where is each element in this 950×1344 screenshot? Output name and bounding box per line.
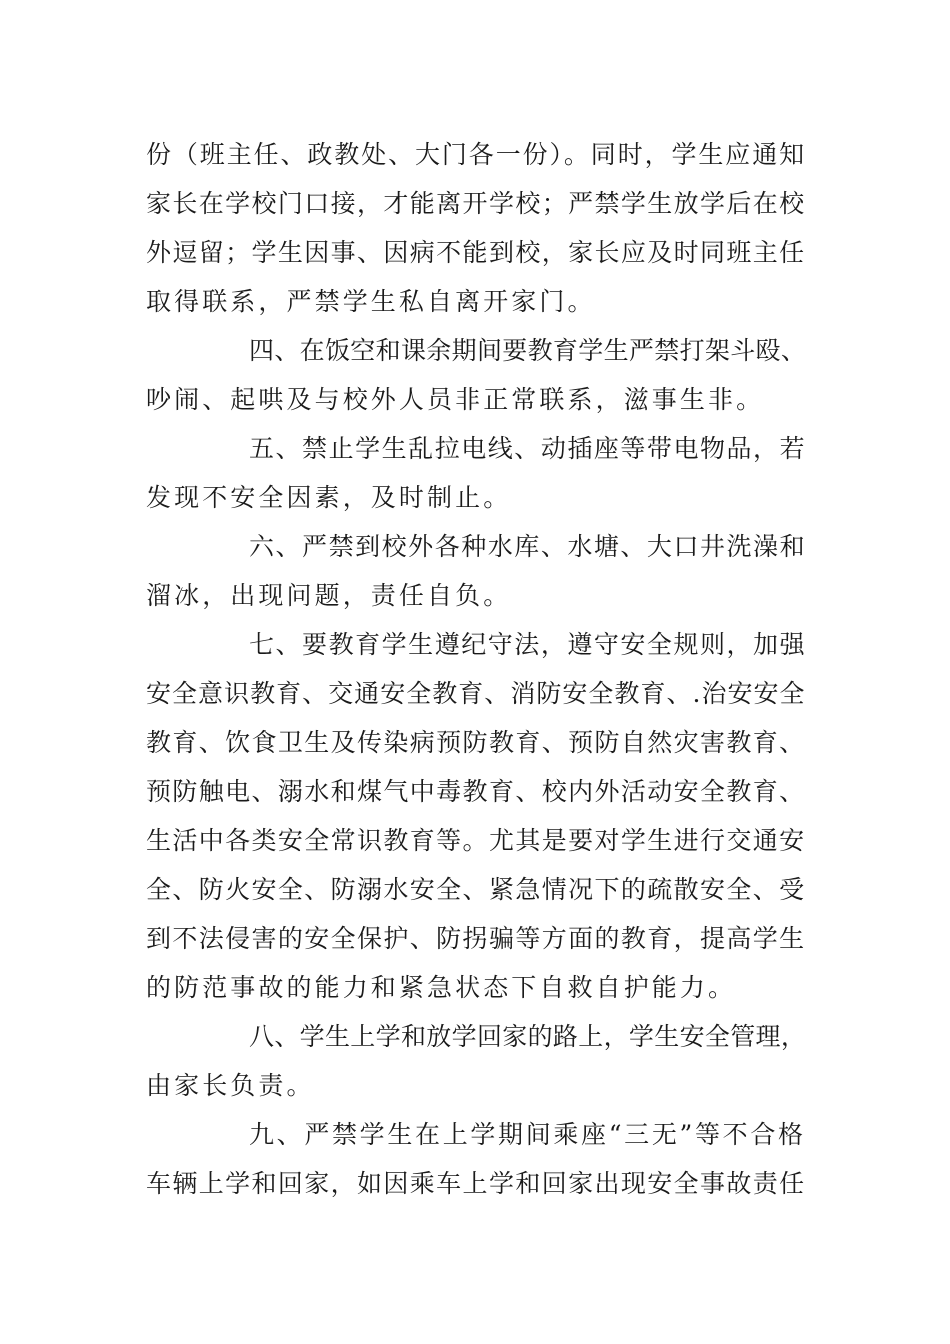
text-line: 吵闹、起哄及与校外人员非正常联系，滋事生非。 [146, 385, 765, 414]
text-line: 家长在学校门口接，才能离开学校；严禁学生放学后在校 [146, 189, 806, 218]
text-line: 到不法侵害的安全保护、防拐骗等方面的教育，提高学生 [146, 924, 806, 953]
text-line: 发现不安全因素，及时制止。 [146, 483, 512, 512]
text-line: 教育、饮食卫生及传染病预防教育、预防自然灾害教育、 [146, 728, 806, 757]
text-line: 外逗留；学生因事、因病不能到校，家长应及时同班主任 [146, 238, 806, 267]
paragraph-first-line: 八、学生上学和放学回家的路上，学生安全管理， [249, 1022, 807, 1051]
paragraph-first-line: 五、禁止学生乱拉电线、动插座等带电物品，若 [249, 434, 807, 463]
body-text [146, 130, 806, 1208]
text-line: 由家长负责。 [146, 1071, 315, 1100]
paragraph-first-line: 九、严禁学生在上学期间乘座“三无”等不合格 [249, 1120, 806, 1149]
text-line: 预防触电、溺水和煤气中毒教育、校内外活动安全教育、 [146, 777, 806, 806]
text-line: 溜冰，出现问题，责任自负。 [146, 581, 512, 610]
text-line: 生活中各类安全常识教育等。尤其是要对学生进行交通安 [146, 826, 806, 855]
text-line: 安全意识教育、交通安全教育、消防安全教育、.治安安全 [146, 679, 806, 708]
text-line: 车辆上学和回家，如因乘车上学和回家出现安全事故责任 [146, 1169, 806, 1198]
paragraph-first-line: 七、要教育学生遵纪守法，遵守安全规则，加强 [249, 630, 807, 659]
text-line: 取得联系，严禁学生私自离开家门。 [146, 287, 596, 316]
paragraph-first-line: 四、在饭空和课余期间要教育学生严禁打架斗殴、 [249, 336, 807, 365]
text-line: 的防范事故的能力和紧急状态下自救自护能力。 [146, 973, 737, 1002]
text-line: 全、防火安全、防溺水安全、紧急情况下的疏散安全、受 [146, 875, 806, 904]
paragraph-first-line: 六、严禁到校外各种水库、水塘、大口井洗澡和 [249, 532, 807, 561]
text-line: 份（班主任、政教处、大门各一份）。同时，学生应通知 [146, 140, 807, 169]
